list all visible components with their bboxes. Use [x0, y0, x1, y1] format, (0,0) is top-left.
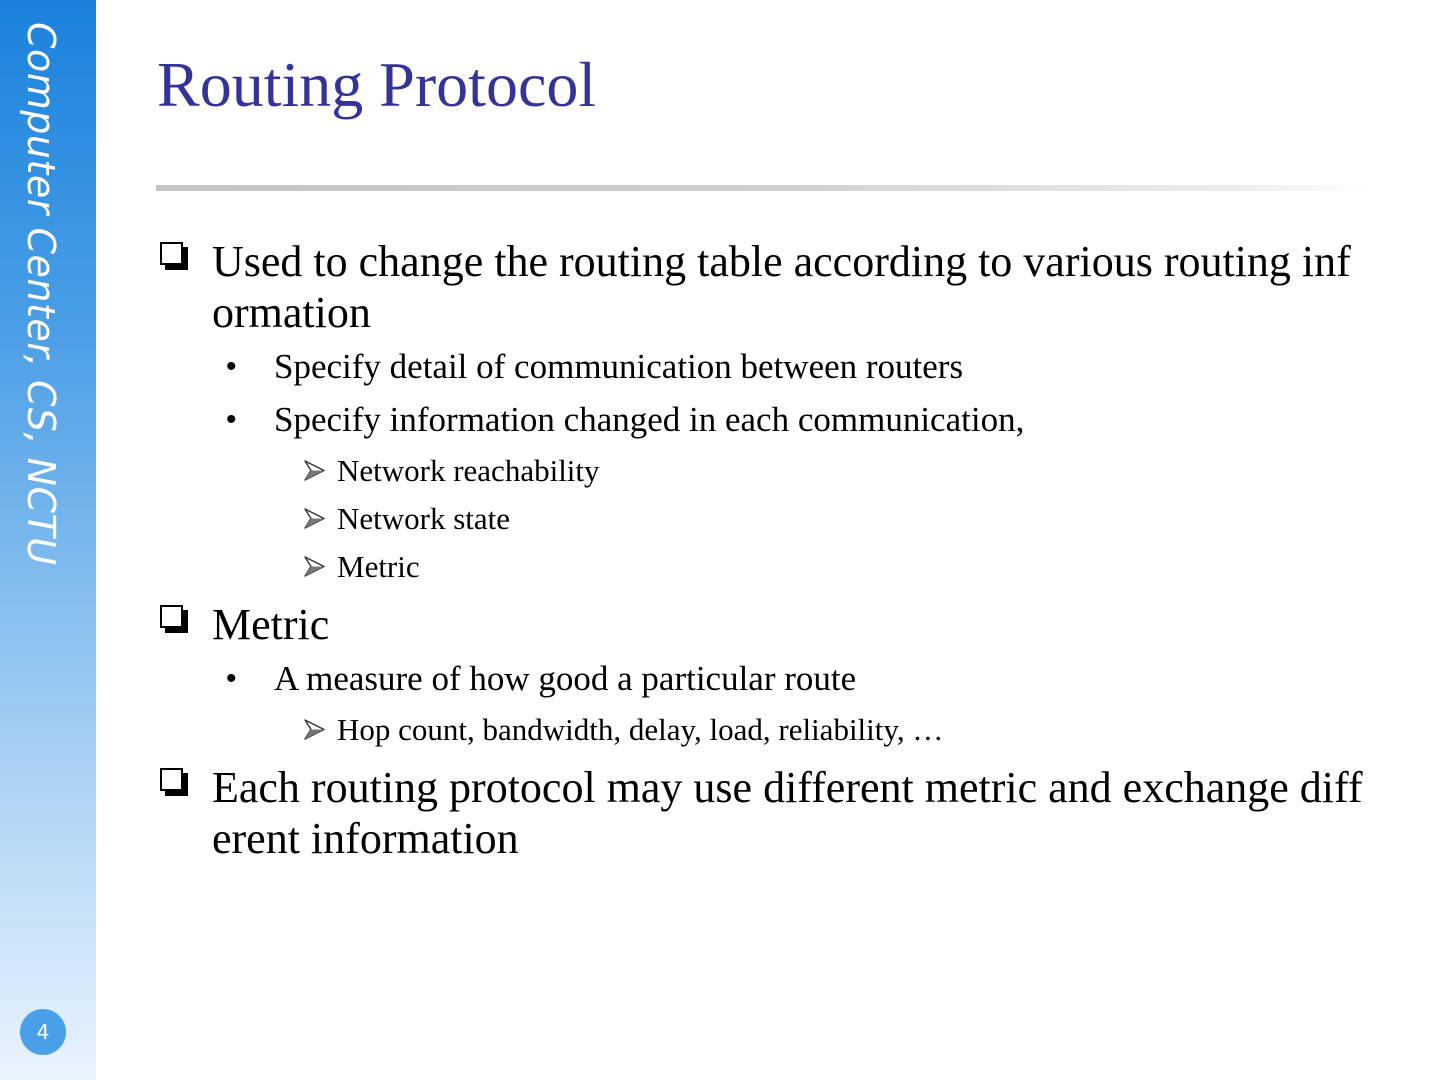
sidebar-caption: Computer Center, CS, NCTU [19, 22, 63, 566]
bullet-item [157, 762, 1372, 864]
sub-sub-bullet-text: Network reachability [337, 453, 600, 488]
box-bullet-icon [160, 768, 189, 797]
dot-bullet-icon: • [226, 662, 237, 695]
sub-bullet-item [157, 346, 1372, 388]
sub-bullet-text: A measure of how good a particular route [274, 659, 857, 698]
sub-sub-bullet-item [157, 500, 1372, 537]
arrow-bullet-icon [303, 719, 326, 740]
slide-content [157, 236, 1372, 872]
page-number-badge: 4 [20, 1009, 66, 1055]
sub-sub-bullet-text: Hop count, bandwidth, delay, load, reliability, … [337, 712, 944, 747]
bullet-item [157, 599, 1372, 650]
title-divider [156, 185, 1370, 191]
slide-title: Routing Protocol [157, 49, 597, 120]
bullet-item [157, 236, 1372, 338]
sidebar [0, 0, 96, 1080]
arrow-bullet-icon [303, 460, 326, 481]
sub-bullet-item [157, 399, 1372, 441]
dot-bullet-icon: • [226, 350, 237, 383]
bullet-text: Each routing protocol may use different metric and exchange different information [212, 763, 1363, 863]
sub-bullet-item [157, 658, 1372, 700]
sub-bullet-text: Specify information changed in each communication, [274, 400, 1025, 439]
arrow-bullet-icon [303, 508, 326, 529]
sub-sub-bullet-item [157, 548, 1372, 585]
sub-sub-bullet-item [157, 452, 1372, 489]
arrow-bullet-icon [303, 556, 326, 577]
sub-sub-bullet-text: Network state [337, 501, 511, 536]
sub-sub-bullet-text: Metric [337, 549, 420, 584]
sub-bullet-text: Specify detail of communication between routers [274, 347, 964, 386]
dot-bullet-icon: • [226, 403, 237, 436]
bullet-text: Metric [212, 600, 330, 649]
box-bullet-icon [160, 605, 189, 634]
bullet-text: Used to change the routing table according to various routing information [212, 237, 1351, 337]
sub-sub-bullet-item [157, 711, 1372, 748]
box-bullet-icon [160, 242, 189, 271]
